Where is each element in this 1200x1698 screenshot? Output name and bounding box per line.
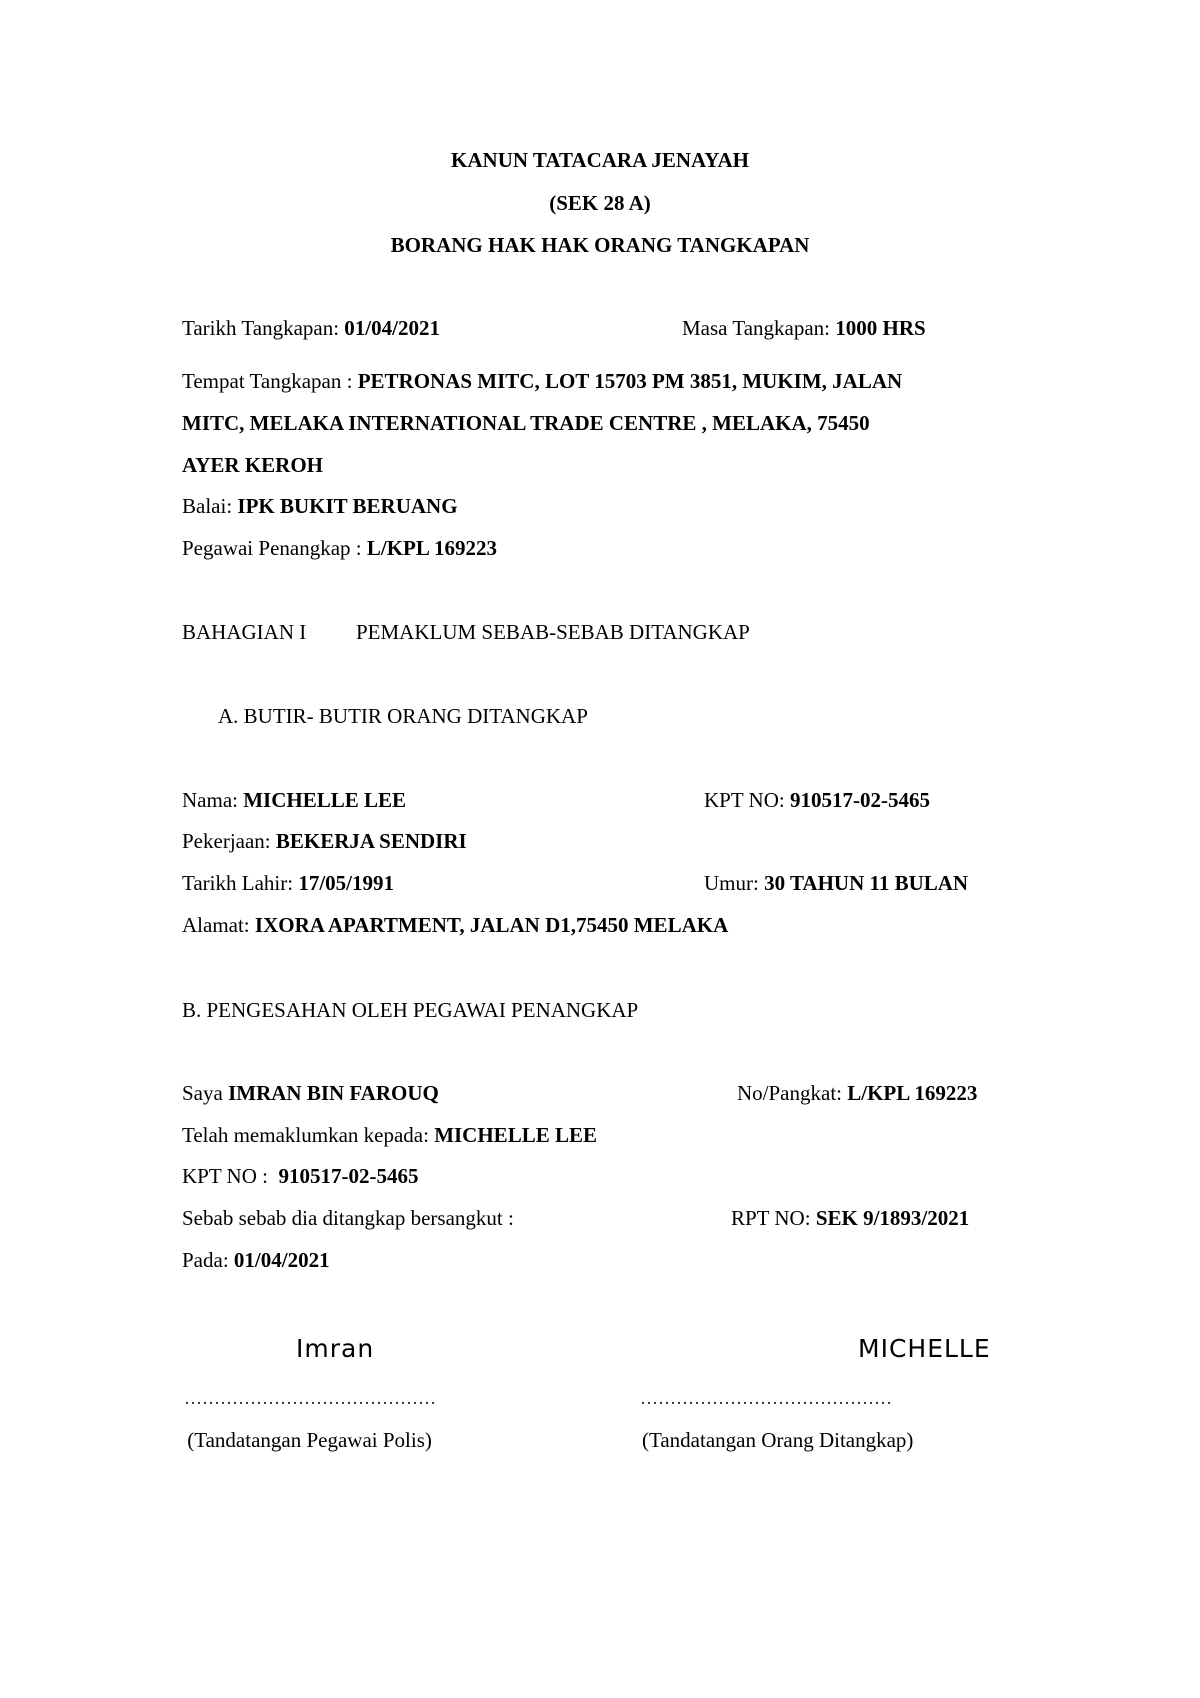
person-ic-value: 910517-02-5465: [789, 788, 930, 812]
arrestee-signature-line: ……………………………………: [640, 1388, 892, 1408]
informed-person: [182, 1123, 597, 1148]
person-job: [182, 829, 467, 854]
arrest-date-value: 01/04/2021: [344, 316, 440, 340]
officer-rank-label: No/Pangkat:: [737, 1081, 848, 1105]
heading-section: (SEK 28 A): [549, 191, 651, 215]
arrest-reason-label: Sebab sebab dia ditangkap bersangkut :: [182, 1206, 514, 1230]
arrest-place-line2: MITC, MELAKA INTERNATIONAL TRADE CENTRE , MELAKA, 75450: [182, 411, 870, 435]
informed-date-label: Pada:: [182, 1248, 234, 1272]
arrest-time: [682, 316, 926, 341]
informed-person-label: Telah memaklumkan kepada:: [182, 1123, 435, 1147]
station: [182, 494, 458, 519]
arrest-time-value: 1000 HRS: [835, 316, 926, 340]
person-name-label: Nama:: [182, 788, 244, 812]
station-value: IPK BUKIT BERUANG: [237, 494, 458, 518]
person-address-label: Alamat:: [182, 913, 255, 937]
station-label: Balai:: [182, 494, 238, 518]
officer-signature: Imran: [296, 1334, 375, 1363]
person-age-value: 30 TAHUN 11 BULAN: [764, 871, 969, 895]
officer-rank-value: L/KPL 169223: [847, 1081, 978, 1105]
person-dob-label: Tarikh Lahir:: [182, 871, 299, 895]
officer-signature-line: ……………………………………: [184, 1388, 436, 1408]
informed-date: [182, 1248, 330, 1273]
person-dob: [182, 871, 394, 896]
arrest-place-line3: AYER KEROH: [182, 453, 324, 477]
arrest-date: [182, 316, 440, 341]
person-name: [182, 788, 406, 813]
arrestee-signature: MICHELLE: [858, 1334, 991, 1363]
arrest-place-line1: PETRONAS MITC, LOT 15703 PM 3851, MUKIM, JALAN: [357, 369, 903, 393]
officer-name: [182, 1081, 439, 1106]
arrest-date-label: Tarikh Tangkapan:: [182, 316, 345, 340]
report-number: [731, 1206, 969, 1231]
arresting-officer-label: Pegawai Penangkap :: [182, 536, 367, 560]
report-number-label: RPT NO:: [731, 1206, 816, 1230]
person-ic: [704, 788, 930, 813]
section1-title-b: PEMAKLUM SEBAB-SEBAB DITANGKAP: [356, 620, 750, 644]
person-address: [182, 913, 728, 938]
informed-person-value: MICHELLE LEE: [434, 1123, 597, 1147]
person-dob-value: 17/05/1991: [298, 871, 394, 895]
person-age-label: Umur:: [704, 871, 765, 895]
officer-name-value: IMRAN BIN FAROUQ: [228, 1081, 439, 1105]
officer-name-label: Saya: [182, 1081, 229, 1105]
arrest-place-label: Tempat Tangkapan :: [182, 369, 358, 393]
person-address-value: IXORA APARTMENT, JALAN D1,75450 MELAKA: [254, 913, 729, 937]
arresting-officer: [182, 536, 497, 561]
heading-act: KANUN TATACARA JENAYAH: [451, 148, 749, 172]
arrestee-signature-caption: (Tandatangan Orang Ditangkap): [642, 1428, 914, 1452]
informed-ic: [182, 1164, 418, 1189]
informed-date-value: 01/04/2021: [233, 1248, 330, 1272]
officer-rank: [737, 1081, 977, 1106]
partB-title: B. PENGESAHAN OLEH PEGAWAI PENANGKAP: [182, 998, 639, 1022]
person-ic-label: KPT NO:: [704, 788, 790, 812]
heading-form-title: BORANG HAK HAK ORANG TANGKAPAN: [390, 233, 810, 257]
report-number-value: SEK 9/1893/2021: [815, 1206, 970, 1230]
person-job-value: BEKERJA SENDIRI: [275, 829, 467, 853]
section1-title-a: BAHAGIAN I: [182, 620, 307, 644]
arresting-officer-value: L/KPL 169223: [366, 536, 497, 560]
officer-signature-caption: (Tandatangan Pegawai Polis): [182, 1428, 432, 1452]
informed-ic-value: 910517-02-5465: [278, 1164, 419, 1188]
person-age: [704, 871, 968, 896]
arrest-time-label: Masa Tangkapan:: [682, 316, 836, 340]
informed-ic-label: KPT NO :: [182, 1164, 279, 1188]
arrest-place: [182, 369, 902, 394]
partA-title: A. BUTIR- BUTIR ORANG DITANGKAP: [218, 704, 588, 728]
person-name-value: MICHELLE LEE: [243, 788, 407, 812]
person-job-label: Pekerjaan:: [182, 829, 276, 853]
